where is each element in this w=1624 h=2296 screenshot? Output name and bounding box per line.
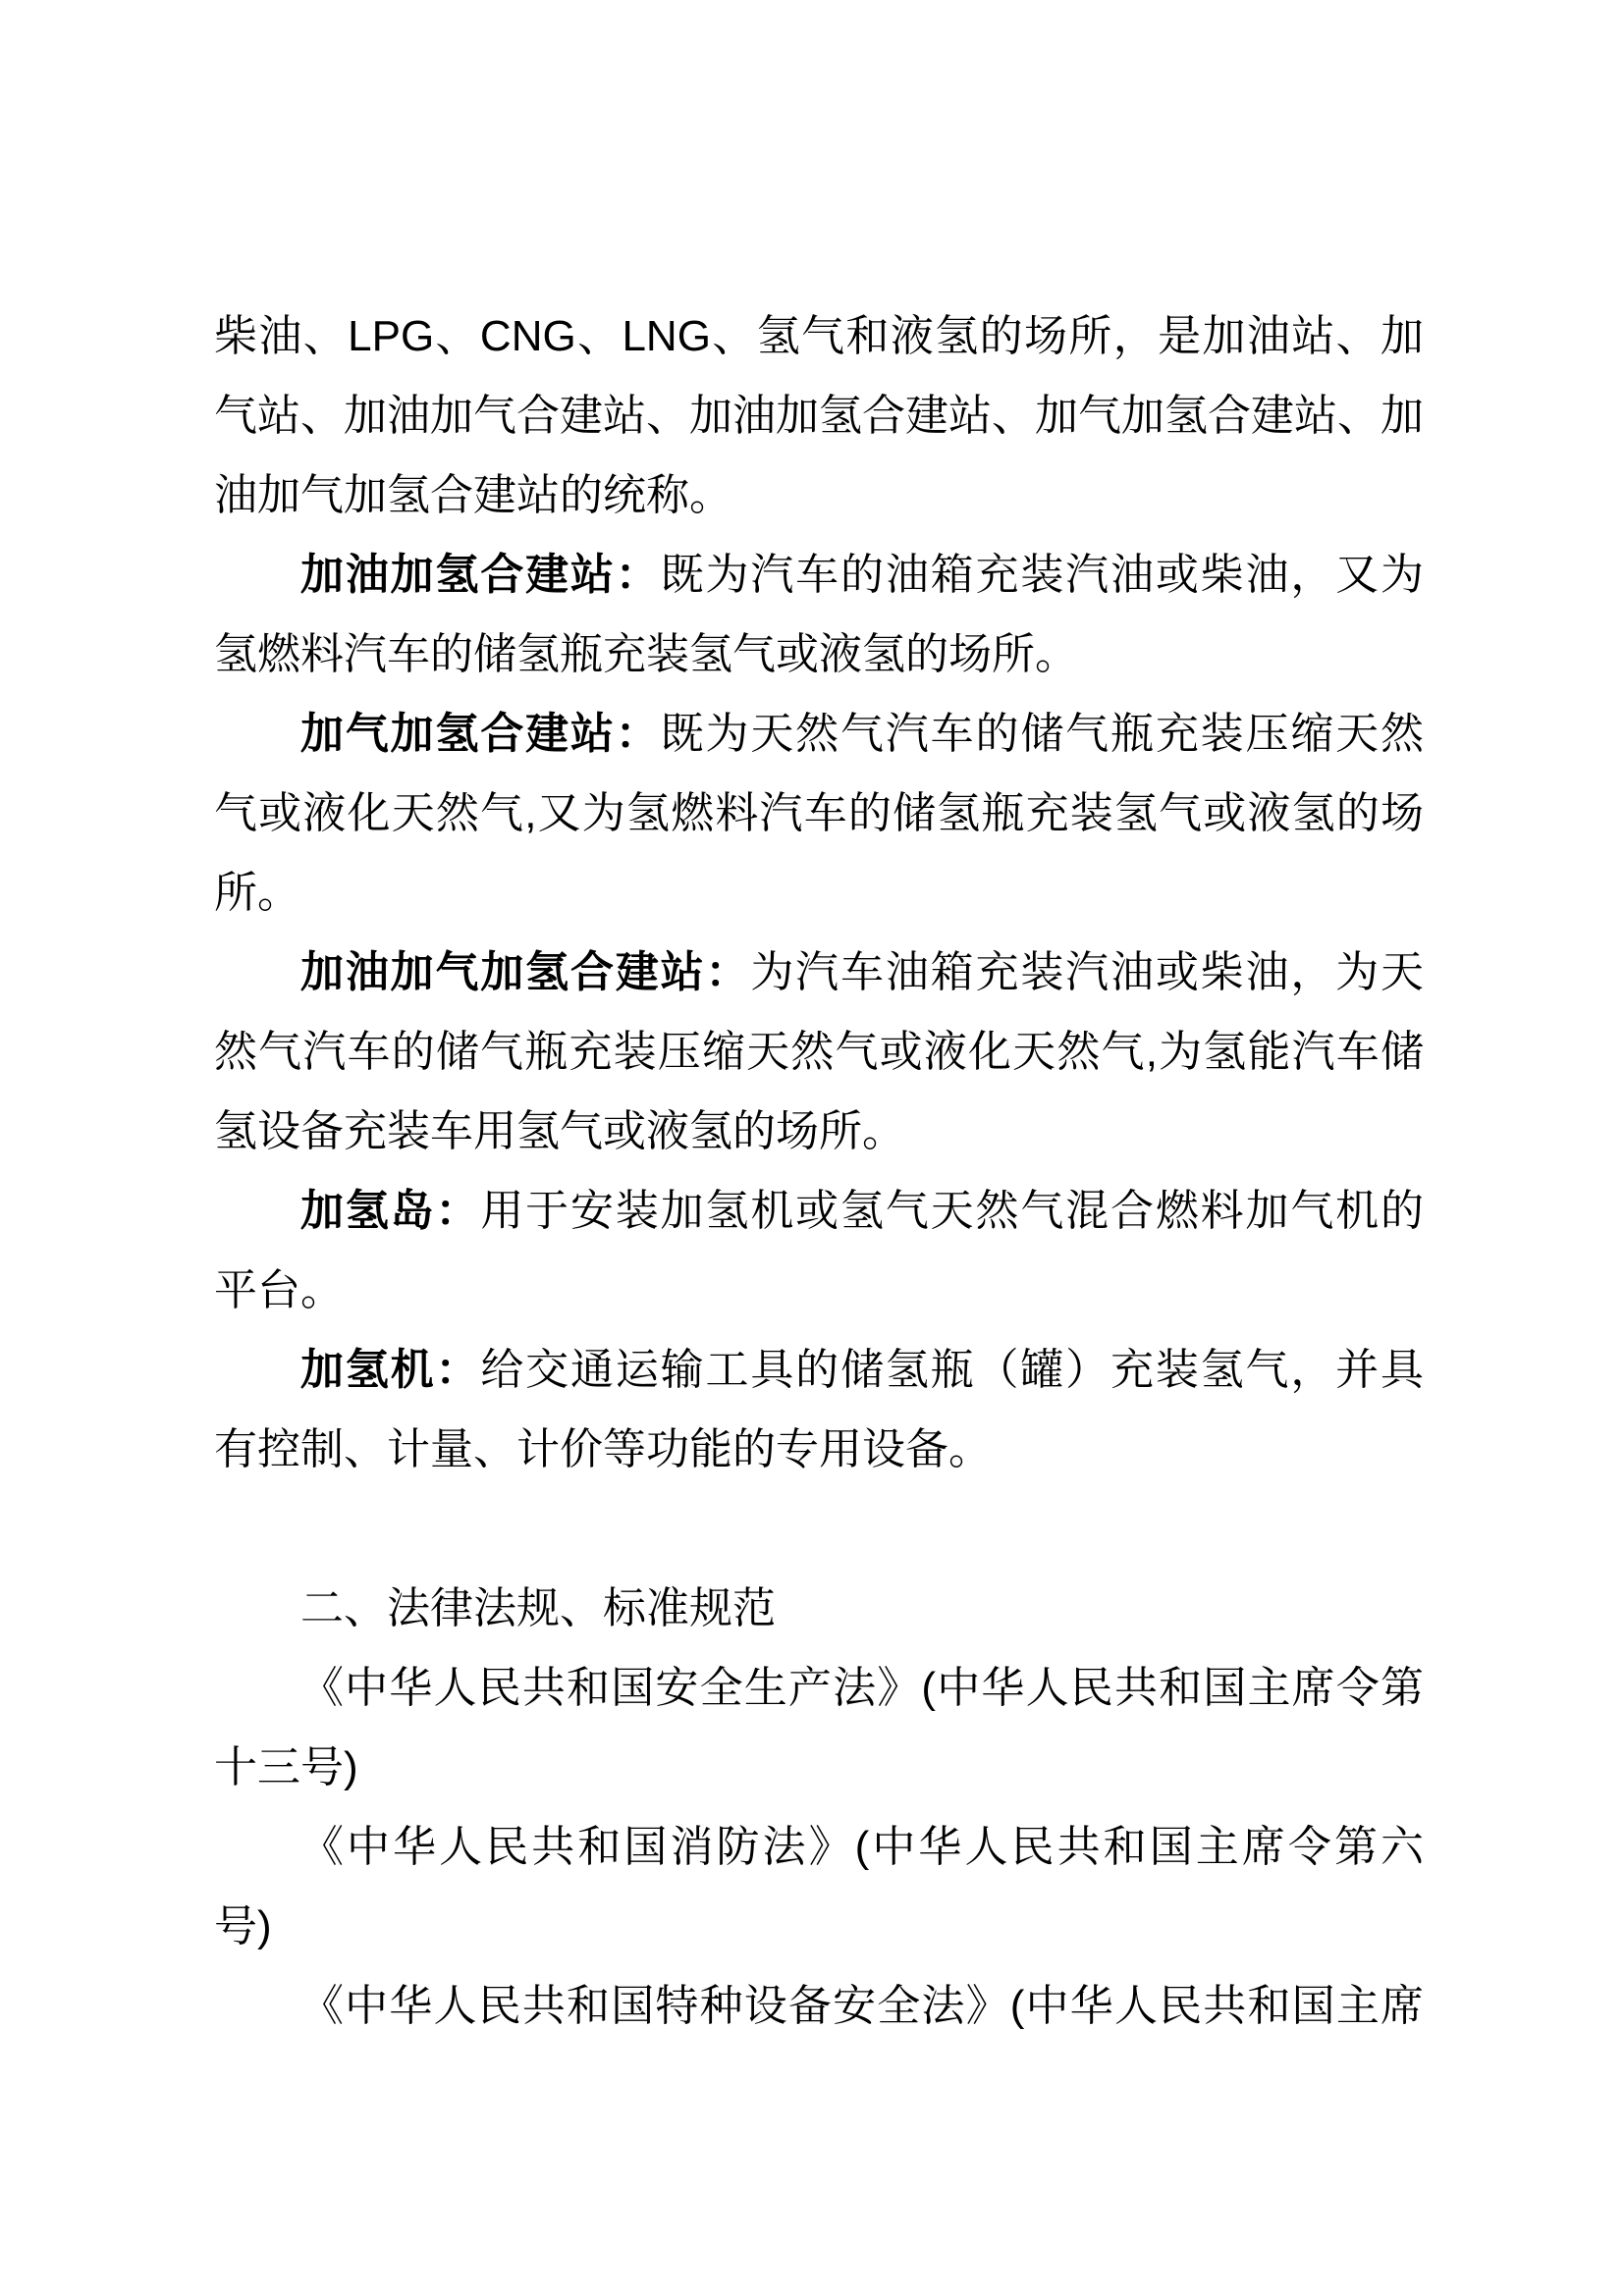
- line-text: 号): [214, 1902, 272, 1950]
- line-text: 二、法律法规、标准规范: [300, 1584, 776, 1632]
- line-text: 给交通运输工具的储氢瓶（罐）充装氢气，并具: [480, 1346, 1425, 1394]
- doc-line: [214, 1410, 1424, 1489]
- doc-line: [214, 1251, 1424, 1330]
- doc-line: [214, 455, 1424, 535]
- defined-term: 加氢岛：: [300, 1187, 481, 1235]
- line-text: 然气汽车的储气瓶充装压缩天然气或液化天然气,为氢能汽车储: [214, 1028, 1424, 1076]
- doc-line: [214, 694, 1424, 774]
- doc-line: [214, 1966, 1424, 2046]
- line-text: 用于安装加氢机或氢气天然气混合燃料加气机的: [480, 1187, 1425, 1235]
- line-text: 氢燃料汽车的储氢瓶充装氢气或液氢的场所。: [214, 630, 1078, 678]
- line-text: 《中华人民共和国特种设备安全法》(中华人民共和国主席: [300, 1982, 1424, 2030]
- line-text: 《中华人民共和国安全生产法》(中华人民共和国主席令第: [300, 1664, 1424, 1712]
- line-text: 气站、加油加气合建站、加油加氢合建站、加气加氢合建站、加: [214, 392, 1424, 440]
- line-text: 柴油、LPG、CNG、LNG、氢气和液氢的场所，是加油站、加: [214, 312, 1424, 360]
- defined-term: 加氢机：: [300, 1346, 481, 1394]
- blank-line: [214, 1489, 1424, 1569]
- doc-line: [214, 774, 1424, 853]
- doc-line: [214, 1807, 1424, 1887]
- doc-line: [214, 1887, 1424, 1966]
- line-text: 所。: [214, 869, 300, 917]
- defined-term: 加油加氢合建站：: [300, 551, 661, 599]
- line-text: 氢设备充装车用氢气或液氢的场所。: [214, 1107, 905, 1155]
- doc-line: [214, 1728, 1424, 1807]
- doc-line: [214, 376, 1424, 455]
- defined-term: 加气加氢合建站：: [300, 710, 661, 758]
- line-text: 气或液化天然气,又为氢燃料汽车的储氢瓶充装氢气或液氢的场: [214, 789, 1424, 837]
- doc-line: [214, 1330, 1424, 1410]
- line-text: 十三号): [214, 1743, 358, 1791]
- doc-line: [214, 1012, 1424, 1092]
- line-text: 有控制、计量、计价等功能的专用设备。: [214, 1425, 992, 1473]
- line-text: 《中华人民共和国消防法》(中华人民共和国主席令第六: [300, 1823, 1424, 1871]
- doc-line: [214, 1092, 1424, 1171]
- line-text: 既为汽车的油箱充装汽油或柴油，又为: [660, 551, 1425, 599]
- doc-line: [214, 1171, 1424, 1251]
- text-block: [214, 296, 1424, 2046]
- defined-term: 加油加气加氢合建站：: [300, 948, 751, 996]
- doc-line: [214, 853, 1424, 933]
- doc-line: [214, 933, 1424, 1012]
- doc-line: [214, 614, 1424, 694]
- doc-line: [214, 535, 1424, 614]
- line-text: 平台。: [214, 1266, 344, 1314]
- line-text: 为汽车油箱充装汽油或柴油，为天: [750, 948, 1425, 996]
- line-text: 油加气加氢合建站的统称。: [214, 471, 732, 519]
- doc-line: [214, 296, 1424, 376]
- doc-line: [214, 1648, 1424, 1728]
- section-heading: [214, 1569, 1424, 1648]
- line-text: 既为天然气汽车的储气瓶充装压缩天然: [660, 710, 1425, 758]
